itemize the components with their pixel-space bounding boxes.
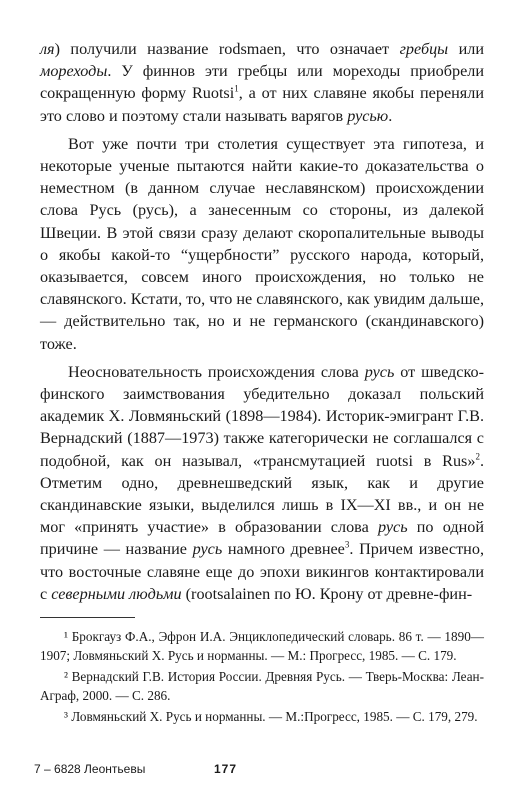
footnote-divider	[40, 617, 135, 618]
text-run: . У финнов эти гребцы или мореходы приобрели сокращенную форму Ruotsi	[40, 62, 484, 103]
footnote-ref: 3	[344, 540, 350, 551]
page-number: 177	[214, 762, 238, 776]
footnotes	[40, 628, 484, 730]
italic-run: русью	[347, 106, 389, 125]
footnote-ref: 1	[234, 84, 239, 95]
text-run: или	[448, 40, 484, 58]
italic-run: мореходы	[40, 62, 108, 81]
footnote-3: ³ Ловмяньский Х. Русь и норманны. — М.:Прогресс, 1985. — С. 179, 279.	[64, 709, 478, 724]
text-run: Неосновательность происхождения слова	[68, 362, 365, 381]
text-run: . Отметим одно, древнешведский язык, как и другие скандинавские языки, выделился лишь в IX—XI вв., и он не мог «принять участие» в образовании слова	[40, 451, 484, 537]
footnote-2: ² Вернадский Г.В. История России. Древняя Русь. — Тверь-Москва: Леан-Аграф, 2000. — С. 286.	[40, 669, 484, 703]
italic-run: русь	[364, 362, 395, 381]
text-run: от шведско-финского заимствования убедительно доказал польский академик Х. Ловмяньский (1898—1984). Историк-эмигрант Г.В. Вернадский (1887—1973) также категорически не соглашался с подобной, как он называл, «трансмутацией ruotsi в Rus»	[40, 362, 484, 470]
paragraph-1	[40, 38, 484, 127]
text-run: .	[388, 106, 393, 125]
footnote-ref: 2	[475, 451, 480, 462]
paragraph-3	[40, 361, 484, 605]
text-run: по одной причине — название	[40, 518, 484, 559]
text-run: ) получили название rodsmaen, что означает	[54, 40, 400, 58]
paragraph-2	[40, 133, 484, 355]
italic-run: русь	[377, 518, 408, 537]
italic-run: северными людьми	[51, 584, 182, 603]
text-run: , а от них славяне якобы переняли это слово и поэтому стали называть варягов	[40, 84, 484, 125]
text-run: (rootsalainen по Ю. Крону от древне-фин-	[181, 584, 473, 603]
text-run: намного древнее	[222, 540, 345, 559]
italic-run: гребцы	[399, 40, 449, 58]
text-run: Вот уже почти три столетия существует эта гипотеза, и некоторые ученые пытаются найти какие-то доказательства о неместном (в данном случае неславянском) происхождении слова Русь (русь), а занесенным со стороны, из далекой Швеции. В этой связи сразу делают скоропалительные выводы о якобы какой-то “ущербности” русского народа, который, оказывается, совсем иного происхождения, но только не славянского. Кстати, то, что не славянского, как увидим дальше, — действительно так, но и не германского (скандинавского) тоже.	[40, 134, 485, 353]
printer-signature: 7 – 6828 Леонтьевы	[34, 762, 146, 776]
text-run: . Причем известно, что восточные славяне еще до эпохи викингов контактировали с	[40, 540, 484, 603]
italic-run: русь	[192, 540, 223, 559]
main-text	[40, 38, 484, 605]
italic-run: ля	[40, 40, 55, 58]
footnote-1: ¹ Брокгауз Ф.А., Эфрон И.А. Энциклопедический словарь. 86 т. — 1890—1907; Ловмяньский Х. Русь и норманны. — М.: Прогресс, 1985. — С. 179.	[40, 629, 484, 663]
